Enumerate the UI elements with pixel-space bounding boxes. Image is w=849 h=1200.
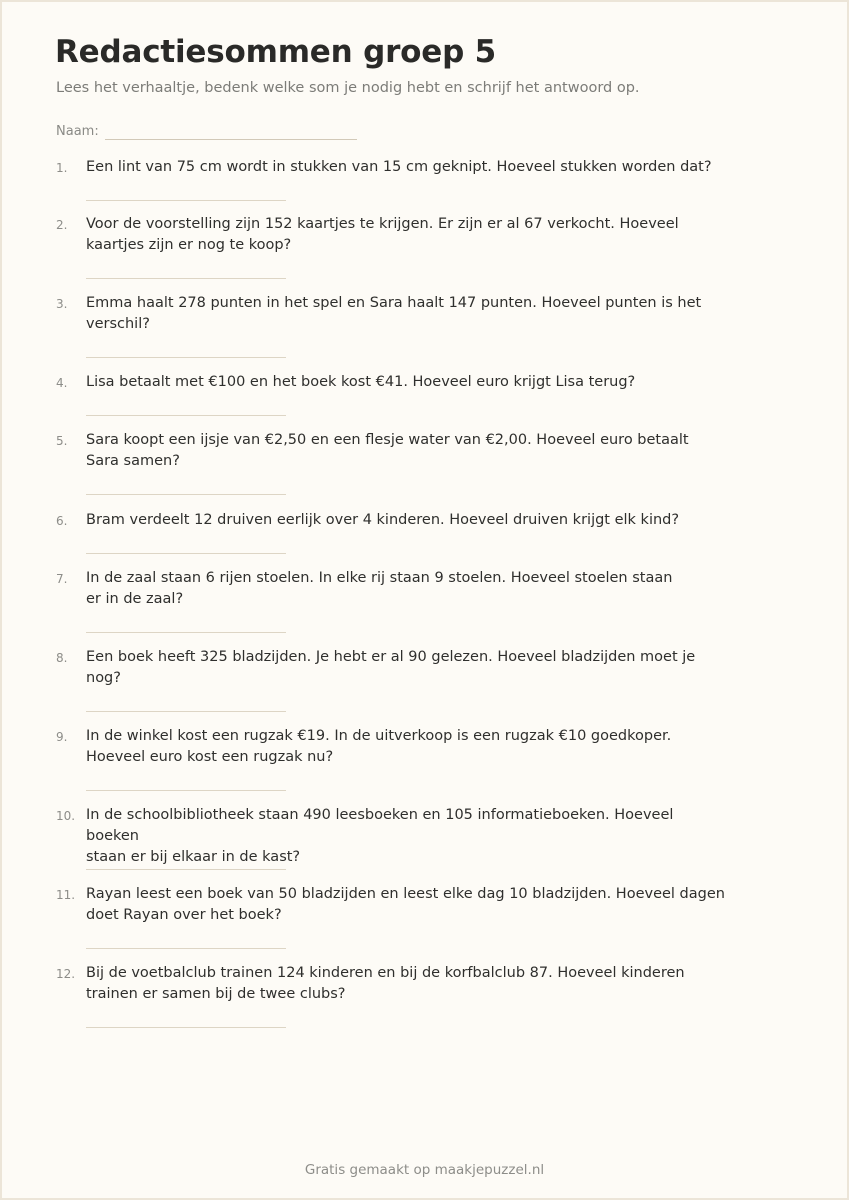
question-number: 1.: [56, 161, 68, 175]
question-text: [86, 510, 726, 531]
question-text-line: trainen er samen bij de twee clubs?: [86, 986, 346, 1002]
question-text-line: staan er bij elkaar in de kast?: [86, 849, 301, 865]
question-text-line: doet Rayan over het boek?: [86, 907, 282, 923]
question-text-line: nog?: [86, 670, 121, 686]
question-number: 6.: [56, 514, 68, 528]
answer-line[interactable]: [86, 278, 286, 279]
name-label: Naam:: [56, 124, 99, 139]
question-text-line: In de schoolbibliotheek staan 490 leesboeken en 105 informatieboeken. Hoeveel boeken: [86, 807, 674, 844]
question-text-line: Een lint van 75 cm wordt in stukken van 15 cm geknipt. Hoeveel stukken worden dat?: [86, 159, 712, 175]
answer-line[interactable]: [86, 494, 286, 495]
footer-credit: Gratis gemaakt op maakjepuzzel.nl: [304, 1162, 545, 1178]
question-text-line: Sara samen?: [86, 453, 180, 469]
answer-line[interactable]: [86, 948, 286, 949]
question-text-line: Lisa betaalt met €100 en het boek kost €41. Hoeveel euro krijgt Lisa terug?: [86, 374, 636, 390]
question-text-line: verschil?: [86, 316, 150, 332]
name-field-row: [56, 123, 357, 141]
question-number: 8.: [56, 651, 68, 665]
question-number: 2.: [56, 218, 68, 232]
worksheet-title: Redactiesommen groep 5: [55, 34, 497, 70]
question-text-line: Een boek heeft 325 bladzijden. Je hebt er al 90 gelezen. Hoeveel bladzijden moet je: [86, 649, 696, 665]
question-text-line: Rayan leest een boek van 50 bladzijden en leest elke dag 10 bladzijden. Hoeveel dagen: [86, 886, 725, 902]
question-number: 7.: [56, 572, 68, 586]
question-text: [86, 963, 726, 1005]
name-write-line[interactable]: [105, 139, 357, 140]
question-number: 12.: [56, 967, 76, 981]
question-text: [86, 157, 726, 178]
question-text: [86, 647, 726, 689]
question-text: [86, 805, 726, 868]
question-text-line: In de winkel kost een rugzak €19. In de uitverkoop is een rugzak €10 goedkoper.: [86, 728, 672, 744]
question-text-line: Emma haalt 278 punten in het spel en Sara haalt 147 punten. Hoeveel punten is het: [86, 295, 702, 311]
question-text-line: In de zaal staan 6 rijen stoelen. In elke rij staan 9 stoelen. Hoeveel stoelen staan: [86, 570, 673, 586]
question-text-line: Sara koopt een ijsje van €2,50 en een flesje water van €2,00. Hoeveel euro betaalt: [86, 432, 689, 448]
question-text: [86, 726, 726, 768]
question-text-line: Bram verdeelt 12 druiven eerlijk over 4 kinderen. Hoeveel druiven krijgt elk kind?: [86, 512, 680, 528]
question-text-line: kaartjes zijn er nog te koop?: [86, 237, 292, 253]
question-number: 4.: [56, 376, 68, 390]
question-number: 3.: [56, 297, 68, 311]
question-text: [86, 884, 726, 926]
question-number: 9.: [56, 730, 68, 744]
answer-line[interactable]: [86, 790, 286, 791]
question-number: 11.: [56, 888, 76, 902]
answer-line[interactable]: [86, 869, 286, 870]
answer-line[interactable]: [86, 553, 286, 554]
question-number: 5.: [56, 434, 68, 448]
question-text: [86, 568, 726, 610]
answer-line[interactable]: [86, 357, 286, 358]
answer-line[interactable]: [86, 711, 286, 712]
question-text: [86, 293, 726, 335]
question-text-line: Bij de voetbalclub trainen 124 kinderen en bij de korfbalclub 87. Hoeveel kinderen: [86, 965, 685, 981]
question-text: [86, 430, 726, 472]
question-text-line: er in de zaal?: [86, 591, 184, 607]
question-number: 10.: [56, 809, 76, 823]
answer-line[interactable]: [86, 632, 286, 633]
answer-line[interactable]: [86, 1027, 286, 1028]
question-text: [86, 214, 726, 256]
question-text-line: Hoeveel euro kost een rugzak nu?: [86, 749, 334, 765]
question-text: [86, 372, 726, 393]
answer-line[interactable]: [86, 415, 286, 416]
worksheet-instructions: Lees het verhaaltje, bedenk welke som je nodig hebt en schrijf het antwoord op.: [56, 80, 640, 96]
question-text-line: Voor de voorstelling zijn 152 kaartjes te krijgen. Er zijn er al 67 verkocht. Hoeveel: [86, 216, 679, 232]
answer-line[interactable]: [86, 200, 286, 201]
